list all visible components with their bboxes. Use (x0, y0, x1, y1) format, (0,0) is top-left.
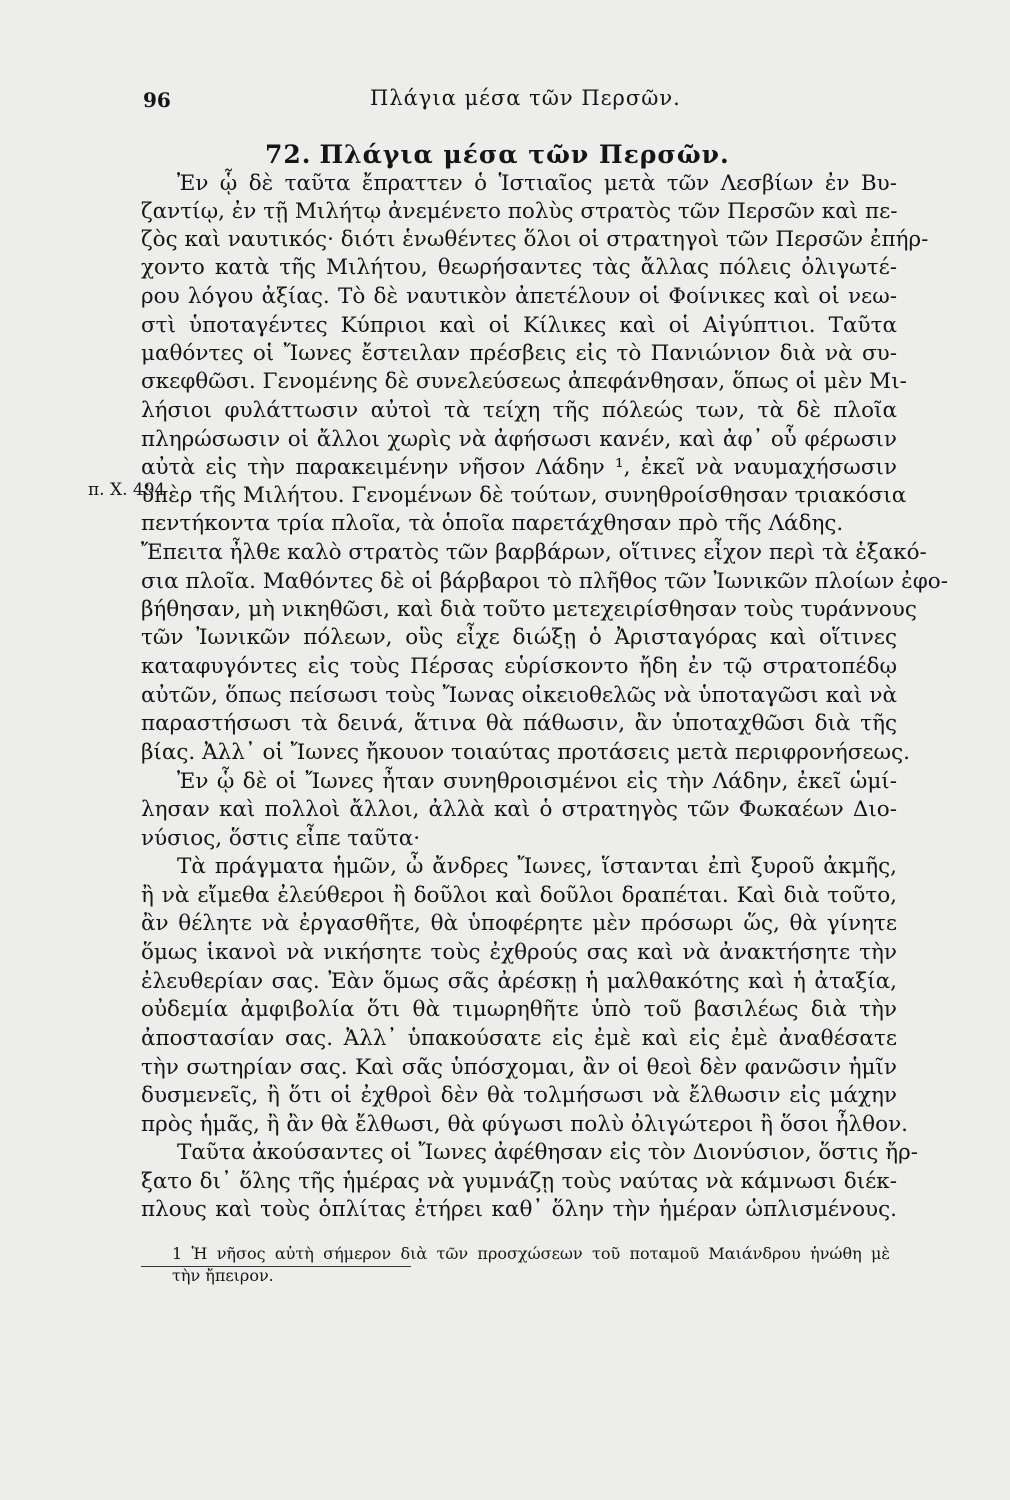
text-line: ζαντίῳ, ἐν τῇ Μιλήτῳ ἀνεμένετο πολὺς στρατὸς τῶν Περσῶν καὶ πε- (141, 199, 898, 224)
text-line: σκεφθῶσι. Γενομένης δὲ συνελεύσεως ἀπεφάνθησαν, ὅπως οἱ μὲν Μι- (141, 369, 907, 394)
text-line: Ἔπειτα ἦλθε καλὸ στρατὸς τῶν βαρβάρων, οἵτινες εἶχον περὶ τὰ ἑξακό- (141, 540, 927, 565)
text-line: πεντήκοντα τρία πλοῖα, τὰ ὁποῖα παρετάχθησαν πρὸ τῆς Λάδης. (141, 511, 844, 536)
text-line: αὐτὰ εἰς τὴν παρακειμένην νῆσον Λάδην ¹, ἐκεῖ νὰ ναυμαχήσωσιν (141, 455, 897, 480)
chapter-heading (265, 140, 730, 169)
text-line: Τὰ πράγματα ἡμῶν, ὦ ἄνδρες Ἴωνες, ἵστανται ἐπὶ ξυροῦ ἀκμῆς, (177, 854, 897, 879)
footnote-line: τὴν ἤπειρον. (172, 1266, 274, 1285)
text-line: Ἐν ᾧ δὲ οἱ Ἴωνες ἦταν συνηθροισμένοι εἰς τὴν Λάδην, ἐκεῖ ὡμί- (177, 769, 897, 794)
text-line: ἢ νὰ εἴμεθα ἐλεύθεροι ἢ δοῦλοι καὶ δοῦλοι δραπέται. Καὶ διὰ τοῦτο, (141, 883, 897, 908)
text-line: ζὸς καὶ ναυτικός· διότι ἑνωθέντες ὅλοι οἱ στρατηγοὶ τῶν Περσῶν ἐπήρ- (141, 227, 929, 252)
text-line: πληρώσωσιν οἱ ἄλλοι χωρὶς νὰ ἀφήσωσι κανέν, καὶ ἀφ᾽ οὗ φέρωσιν (141, 427, 897, 452)
text-line: καταφυγόντες εἰς τοὺς Πέρσας εὑρίσκοντο ἤδη ἐν τῷ στρατοπέδῳ (141, 654, 897, 679)
footnote-line: 1 Ἡ νῆσος αὐτὴ σήμερον διὰ τῶν προσχώσεων τοῦ ποταμοῦ Μαιάνδρου ἡνώθη μὲ (172, 1244, 890, 1263)
text-line: δυσμενεῖς, ἢ ὅτι οἱ ἐχθροὶ δὲν θὰ τολμήσωσι νὰ ἔλθωσιν εἰς μάχην (141, 1083, 897, 1108)
text-line: πρὸς ἡμᾶς, ἢ ἂν θὰ ἔλθωσι, θὰ φύγωσι πολὺ ὀλιγώτεροι ἢ ὅσοι ἦλθον. (141, 1112, 908, 1137)
chapter-title: Πλάγια μέσα τῶν Περσῶν. (319, 140, 730, 169)
text-line: στὶ ὑποταγέντες Κύπριοι καὶ οἱ Κίλικες καὶ οἱ Αἰγύπτιοι. Ταῦτα (141, 313, 897, 338)
text-line: ρου λόγου ἀξίας. Τὸ δὲ ναυτικὸν ἀπετέλουν οἱ Φοίνικες καὶ οἱ νεω- (141, 284, 897, 309)
running-head: Πλάγια μέσα τῶν Περσῶν. (370, 86, 681, 110)
text-line: Ἐν ᾧ δὲ ταῦτα ἔπραττεν ὁ Ἱστιαῖος μετὰ τῶν Λεσβίων ἐν Βυ- (177, 171, 897, 196)
text-line: ἐλευθερίαν σας. Ἐὰν ὅμως σᾶς ἀρέσκῃ ἡ μαλθακότης καὶ ἡ ἀταξία, (141, 969, 897, 994)
text-line: μαθόντες οἱ Ἴωνες ἔστειλαν πρέσβεις εἰς τὸ Πανιώνιον διὰ νὰ συ- (141, 341, 897, 366)
text-line: χοντο κατὰ τῆς Μιλήτου, θεωρήσαντες τὰς ἄλλας πόλεις ὀλιγωτέ- (141, 255, 897, 280)
text-line: νύσιος, ὅστις εἶπε ταῦτα· (141, 826, 421, 851)
text-line: παραστήσωσι τὰ δεινά, ἅτινα θὰ πάθωσιν, ἂν ὑποταχθῶσι διὰ τῆς (141, 711, 897, 736)
text-line: αὐτῶν, ὅπως πείσωσι τοὺς Ἴωνας οἰκειοθελῶς νὰ ὑποταγῶσι καὶ νὰ (141, 683, 897, 708)
text-line: ἂν θέλητε νὰ ἐργασθῆτε, θὰ ὑποφέρητε μὲν πρόσωρι ὥς, θὰ γίνητε (141, 911, 897, 936)
text-line: ξατο δι᾽ ὅλης τῆς ἡμέρας νὰ γυμνάζῃ τοὺς ναύτας νὰ κάμνωσι διέκ- (141, 1169, 897, 1194)
text-line: βίας. Ἀλλ᾽ οἱ Ἴωνες ἤκουον τοιαύτας προτάσεις μετὰ περιφρονήσεως. (141, 740, 910, 765)
margin-date-note: π. Χ. 494 (88, 480, 166, 500)
text-line: Ταῦτα ἀκούσαντες οἱ Ἴωνες ἀφέθησαν εἰς τὸν Διονύσιον, ὅστις ἤρ- (177, 1140, 919, 1165)
text-line: ἀποστασίαν σας. Ἀλλ᾽ ὑπακούσατε εἰς ἐμὲ καὶ εἰς ἐμὲ ἀναθέσατε (141, 1026, 897, 1051)
text-line: τὴν σωτηρίαν σας. Καὶ σᾶς ὑπόσχομαι, ἂν οἱ θεοὶ δὲν φανῶσιν ἡμῖν (141, 1055, 897, 1080)
text-line: πλους καὶ τοὺς ὁπλίτας ἐτήρει καθ᾽ ὅλην τὴν ἡμέραν ὡπλισμένους. (141, 1197, 897, 1222)
page-number: 96 (143, 88, 171, 112)
text-line: σια πλοῖα. Μαθόντες δὲ οἱ βάρβαροι τὸ πλῆθος τῶν Ἰωνικῶν πλοίων ἐφο- (141, 569, 948, 594)
text-line: τῶν Ἰωνικῶν πόλεων, οὓς εἶχε διώξῃ ὁ Ἀρισταγόρας καὶ οἵτινες (141, 625, 897, 650)
text-line: ὑπὲρ τῆς Μιλήτου. Γενομένων δὲ τούτων, συνηθροίσθησαν τριακόσια (141, 483, 907, 508)
chapter-number: 72. (265, 140, 312, 169)
text-line: λήσιοι φυλάττωσιν αὐτοὶ τὰ τείχη τῆς πόλεώς των, τὰ δὲ πλοῖα (141, 398, 897, 423)
text-line: ὅμως ἱκανοὶ νὰ νικήσητε τοὺς ἐχθρούς σας καὶ νὰ ἀνακτήσητε τὴν (141, 940, 897, 965)
text-line: βήθησαν, μὴ νικηθῶσι, καὶ διὰ τοῦτο μετεχειρίσθησαν τοὺς τυράννους (141, 597, 917, 622)
text-line: οὐδεμία ἀμφιβολία ὅτι θὰ τιμωρηθῆτε ὑπὸ τοῦ βασιλέως διὰ τὴν (141, 997, 897, 1022)
text-line: λησαν καὶ πολλοὶ ἄλλοι, ἀλλὰ καὶ ὁ στρατηγὸς τῶν Φωκαέων Διο- (141, 797, 897, 822)
